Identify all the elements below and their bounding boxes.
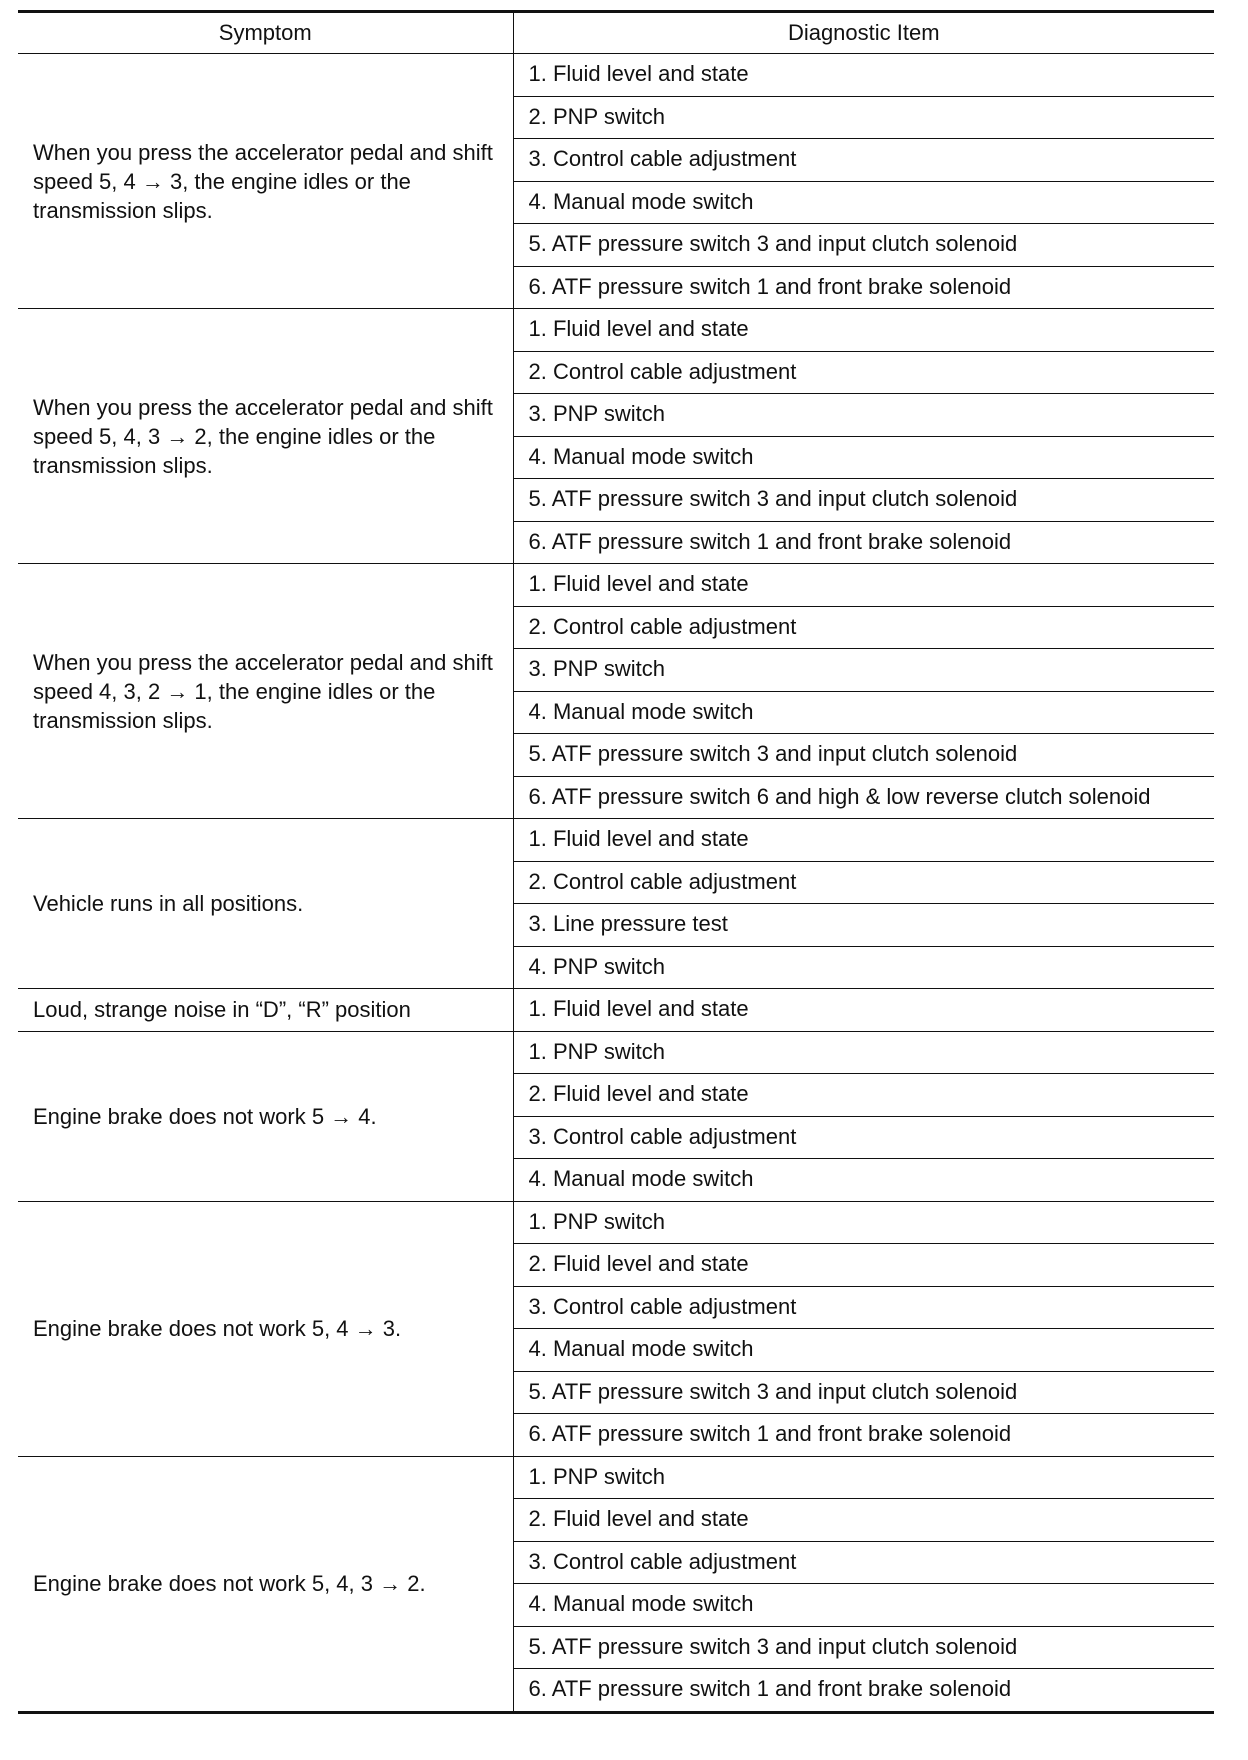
table-row [18,819,1214,862]
diagnostic-item-cell: 2. Control cable adjustment [513,606,1214,649]
diagnostic-item-cell: 4. Manual mode switch [513,1584,1214,1627]
symptom-cell: Vehicle runs in all positions. [18,819,513,989]
diagnostic-table [18,10,1214,1714]
diagnostic-item-cell: 1. PNP switch [513,1201,1214,1244]
symptom-cell: When you press the accelerator pedal and shift speed 5, 4 → 3, the engine idles or the transmission slips. [18,54,513,309]
table-body [18,54,1214,1713]
diagnostic-item-cell: 1. Fluid level and state [513,819,1214,862]
diagnostic-item-cell: 4. Manual mode switch [513,1329,1214,1372]
symptom-cell: Engine brake does not work 5 → 4. [18,1031,513,1201]
table-row [18,309,1214,352]
diagnostic-item-cell: 1. Fluid level and state [513,309,1214,352]
diagnostic-item-cell: 3. Control cable adjustment [513,139,1214,182]
symptom-cell: Engine brake does not work 5, 4, 3 → 2. [18,1456,513,1712]
diagnostic-item-cell: 6. ATF pressure switch 1 and front brake solenoid [513,521,1214,564]
diagnostic-item-cell: 4. Manual mode switch [513,691,1214,734]
diagnostic-item-cell: 3. PNP switch [513,394,1214,437]
header-row [18,12,1214,54]
diagnostic-item-cell: 2. Control cable adjustment [513,861,1214,904]
table-row [18,1456,1214,1499]
diagnostic-item-cell: 2. Fluid level and state [513,1074,1214,1117]
diagnostic-item-cell: 2. PNP switch [513,96,1214,139]
table-row [18,564,1214,607]
diagnostic-item-cell: 1. PNP switch [513,1456,1214,1499]
diagnostic-item-cell: 3. Control cable adjustment [513,1286,1214,1329]
diagnostic-item-cell: 5. ATF pressure switch 3 and input clutch solenoid [513,224,1214,267]
symptom-cell: Loud, strange noise in “D”, “R” position [18,989,513,1032]
diagnostic-item-cell: 2. Fluid level and state [513,1499,1214,1542]
diagnostic-item-cell: 1. Fluid level and state [513,54,1214,97]
diagnostic-item-cell: 4. Manual mode switch [513,1159,1214,1202]
diagnostic-item-cell: 6. ATF pressure switch 1 and front brake solenoid [513,1414,1214,1457]
diagnostic-item-cell: 5. ATF pressure switch 3 and input clutch solenoid [513,1371,1214,1414]
diagnostic-item-cell: 2. Fluid level and state [513,1244,1214,1287]
table-row [18,54,1214,97]
diagnostic-item-cell: 5. ATF pressure switch 3 and input clutch solenoid [513,734,1214,777]
table-row [18,989,1214,1032]
table-row [18,1031,1214,1074]
diagnostic-item-cell: 4. PNP switch [513,946,1214,989]
symptom-cell: Engine brake does not work 5, 4 → 3. [18,1201,513,1456]
diagnostic-item-cell: 5. ATF pressure switch 3 and input clutch solenoid [513,479,1214,522]
diagnostic-item-cell: 1. Fluid level and state [513,564,1214,607]
diagnostic-item-cell: 5. ATF pressure switch 3 and input clutch solenoid [513,1626,1214,1669]
diagnostic-item-cell: 4. Manual mode switch [513,181,1214,224]
diagnostic-item-cell: 6. ATF pressure switch 1 and front brake solenoid [513,266,1214,309]
symptom-cell: When you press the accelerator pedal and shift speed 4, 3, 2 → 1, the engine idles or the transmission slips. [18,564,513,819]
diagnostic-item-cell: 3. Control cable adjustment [513,1541,1214,1584]
diagnostic-item-cell: 2. Control cable adjustment [513,351,1214,394]
diagnostic-item-column-header: Diagnostic Item [513,12,1214,54]
diagnostic-item-cell: 3. Line pressure test [513,904,1214,947]
diagnostic-item-cell: 1. PNP switch [513,1031,1214,1074]
diagnostic-item-cell: 1. Fluid level and state [513,989,1214,1032]
symptom-column-header: Symptom [18,12,513,54]
diagnostic-item-cell: 6. ATF pressure switch 6 and high & low reverse clutch solenoid [513,776,1214,819]
diagnostic-item-cell: 3. PNP switch [513,649,1214,692]
diagnostic-item-cell: 4. Manual mode switch [513,436,1214,479]
diagnostic-item-cell: 6. ATF pressure switch 1 and front brake solenoid [528,1676,1012,1702]
diagnostic-item-cell: 3. Control cable adjustment [513,1116,1214,1159]
table-row [18,1201,1214,1244]
symptom-cell: When you press the accelerator pedal and shift speed 5, 4, 3 → 2, the engine idles or the transmission slips. [18,309,513,564]
